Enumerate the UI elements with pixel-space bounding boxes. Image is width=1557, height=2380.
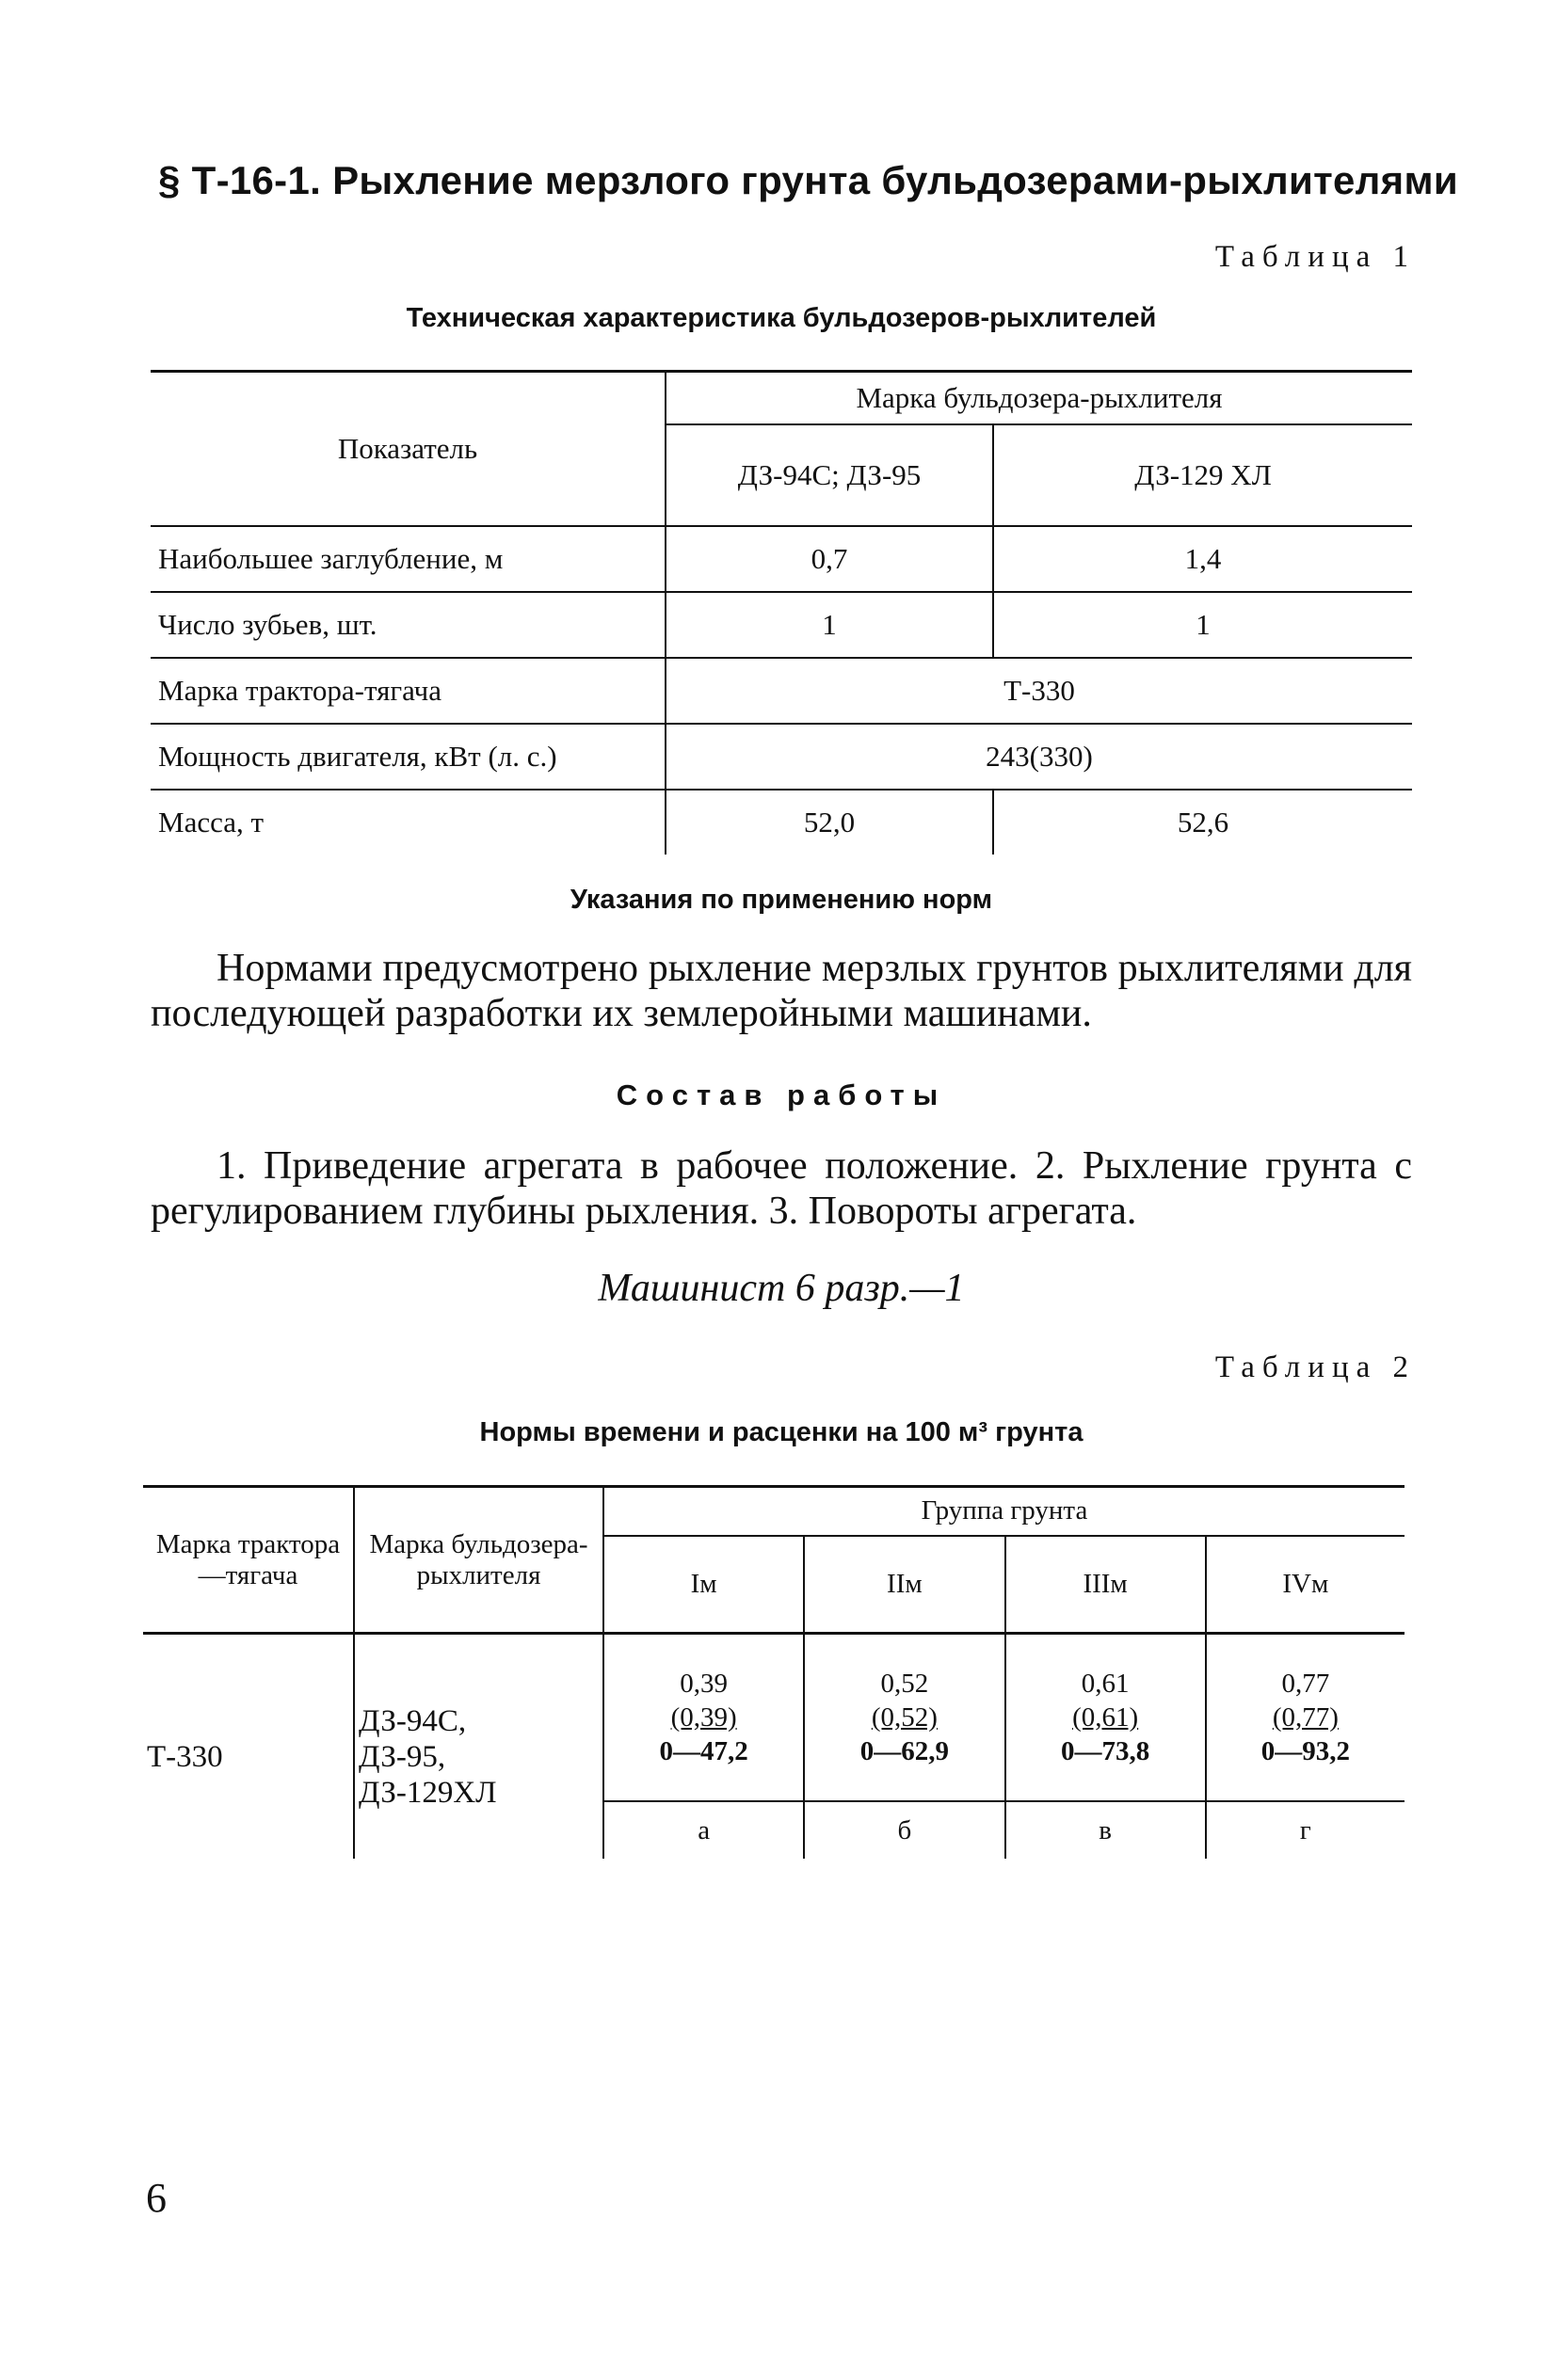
table-row xyxy=(151,658,1412,724)
row-label: Наибольшее заглубление, м xyxy=(158,542,504,575)
cell-value: 243(330) xyxy=(666,724,1412,790)
table2-label: Таблица 2 xyxy=(1214,1350,1416,1384)
rate-value: 0—93,2 xyxy=(1260,1736,1350,1766)
row-label: Число зубьев, шт. xyxy=(158,608,377,641)
col-soil-group: Группа грунта xyxy=(603,1487,1405,1536)
work-text: 1. Приведение агрегата в рабочее положение. 2. Рыхление грунта с регулированием глубины рыхления. 3. Повороты агрегата. xyxy=(151,1144,1412,1233)
norm-paren-value: (0,39) xyxy=(670,1702,737,1733)
table-row xyxy=(151,592,1412,658)
cell-value: 1,4 xyxy=(993,526,1412,592)
col-model-a: ДЗ-94С; ДЗ-95 xyxy=(666,424,993,526)
bulldozer-mark: ДЗ-95, xyxy=(359,1740,446,1774)
column-letter: г xyxy=(1206,1801,1405,1859)
row-label: Масса, т xyxy=(158,806,265,839)
norms-table xyxy=(143,1485,1405,1859)
col-group-2: IIм xyxy=(804,1536,1004,1634)
col-group-3: IIIм xyxy=(1005,1536,1206,1634)
page-number: 6 xyxy=(146,2175,167,2221)
column-letter: а xyxy=(603,1801,804,1859)
norm-paren-value: (0,61) xyxy=(1072,1702,1139,1733)
characteristics-table xyxy=(151,370,1412,855)
norm-value: 0,39 xyxy=(680,1669,728,1699)
bulldozer-mark: ДЗ-94С, xyxy=(359,1704,467,1738)
norm-cell xyxy=(1206,1634,1405,1802)
norm-paren-value: (0,77) xyxy=(1272,1702,1339,1733)
norm-value: 0,61 xyxy=(1081,1669,1130,1699)
instructions-heading: Указания по применению норм xyxy=(570,885,993,915)
table-row xyxy=(151,790,1412,855)
cell-value: Т-330 xyxy=(666,658,1412,724)
row-label: Марка трактора-тягача xyxy=(158,674,441,707)
col-tractor: Марка трактора—тягача xyxy=(143,1487,354,1634)
table-row xyxy=(151,526,1412,592)
rate-value: 0—47,2 xyxy=(659,1736,748,1766)
col-indicator: Показатель xyxy=(151,372,666,527)
col-group-1: Iм xyxy=(603,1536,804,1634)
rate-value: 0—62,9 xyxy=(859,1736,949,1766)
table2-caption: Нормы времени и расценки на 100 м³ грунта xyxy=(479,1417,1083,1447)
instructions-text: Нормами предусмотрено рыхление мерзлых грунтов рыхлителями для последующей разработки их землеройными машинами. xyxy=(151,947,1412,1035)
norm-cell xyxy=(603,1634,804,1802)
tractor-mark: Т-330 xyxy=(147,1740,223,1774)
col-model-b: ДЗ-129 ХЛ xyxy=(993,424,1412,526)
cell-value: 1 xyxy=(993,592,1412,658)
section-title: § Т-16-1. Рыхление мерзлого грунта бульдозерами-рыхлителями xyxy=(158,158,1458,202)
work-heading: Состав работы xyxy=(616,1078,947,1111)
bulldozer-mark: ДЗ-129ХЛ xyxy=(359,1776,497,1810)
col-bulldozer-model: Марка бульдозера-рыхлителя xyxy=(666,372,1412,425)
norm-cell xyxy=(804,1634,1004,1802)
norm-paren-value: (0,52) xyxy=(871,1702,938,1733)
row-label: Мощность двигателя, кВт (л. с.) xyxy=(158,740,557,773)
table1-caption: Техническая характеристика бульдозеров-рыхлителей xyxy=(406,303,1157,333)
worker-grade: Машинист 6 разр.—1 xyxy=(598,1267,965,1310)
col-bulldozer: Марка бульдозера-рыхлителя xyxy=(354,1487,603,1634)
table-row xyxy=(143,1634,1405,1802)
cell-value: 0,7 xyxy=(666,526,993,592)
norm-cell xyxy=(1005,1634,1206,1802)
column-letter: в xyxy=(1005,1801,1206,1859)
rate-value: 0—73,8 xyxy=(1061,1736,1150,1766)
table1-label: Таблица 1 xyxy=(1214,240,1416,274)
table-row xyxy=(151,724,1412,790)
cell-value: 1 xyxy=(666,592,993,658)
cell-value: 52,6 xyxy=(993,790,1412,855)
norm-value: 0,52 xyxy=(880,1669,929,1699)
norm-value: 0,77 xyxy=(1281,1669,1330,1699)
column-letter: б xyxy=(804,1801,1004,1859)
bulldozer-marks xyxy=(354,1634,603,1860)
col-group-4: IVм xyxy=(1206,1536,1405,1634)
cell-value: 52,0 xyxy=(666,790,993,855)
